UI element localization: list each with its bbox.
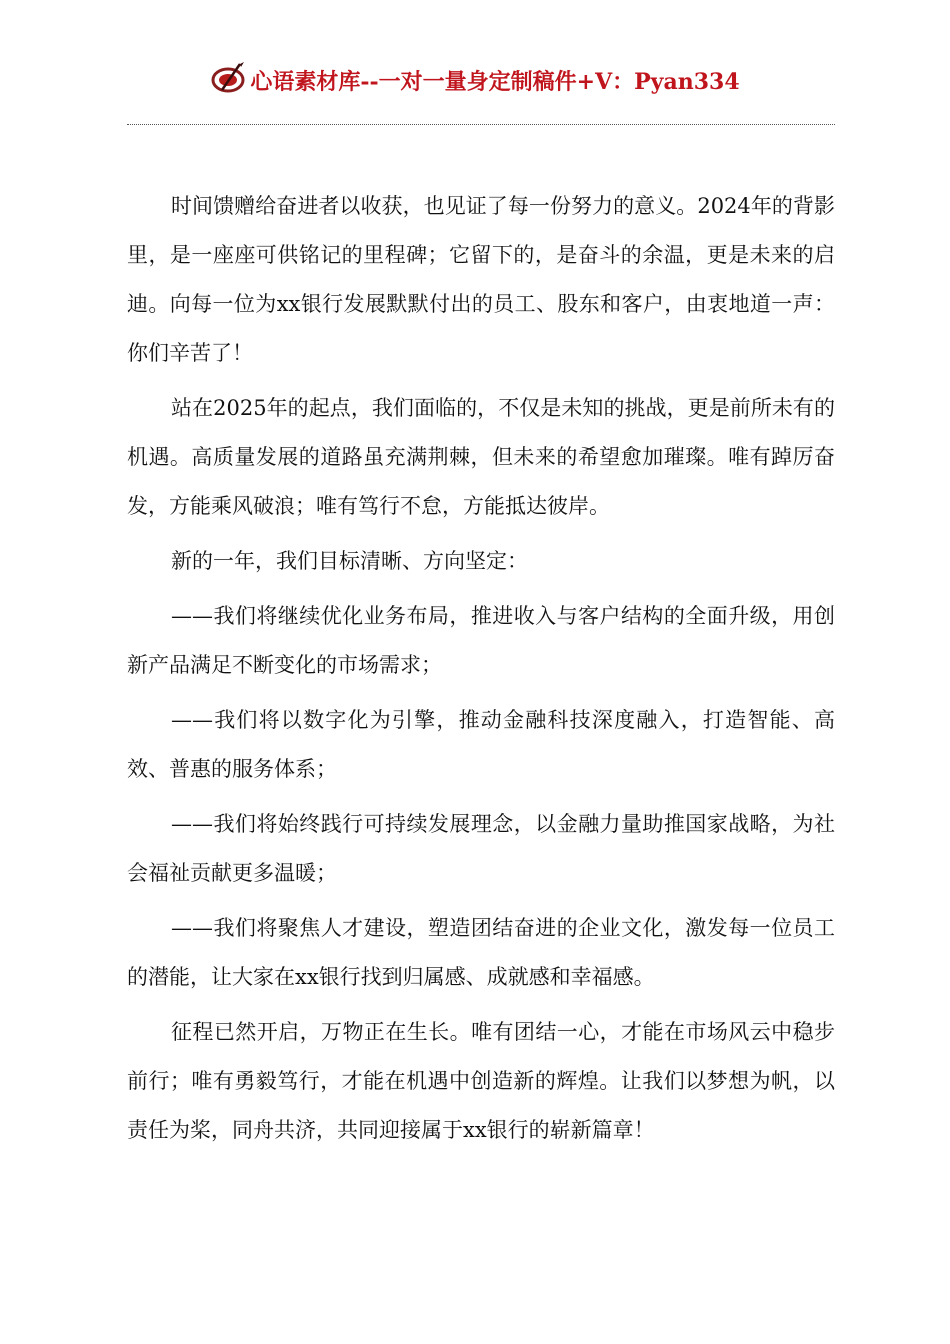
document-body xyxy=(127,182,835,1161)
paragraph: ——我们将以数字化为引擎，推动金融科技深度融入，打造智能、高效、普惠的服务体系； xyxy=(127,708,835,781)
header-title xyxy=(250,65,739,96)
paragraph: ——我们将继续优化业务布局，推进收入与客户结构的全面升级，用创新产品满足不断变化的市场需求； xyxy=(127,604,835,677)
paragraph: 新的一年，我们目标清晰、方向坚定： xyxy=(171,549,528,573)
paragraph: 征程已然开启，万物正在生长。唯有团结一心，才能在市场风云中稳步前行；唯有勇毅笃行，才能在机遇中创造新的辉煌。让我们以梦想为帆，以责任为桨，同舟共济，共同迎接属于xx银行的崭新篇章！ xyxy=(127,1020,835,1142)
quill-logo-icon xyxy=(210,60,248,96)
page-header xyxy=(0,58,950,102)
paragraph: ——我们将聚焦人才建设，塑造团结奋进的企业文化，激发每一位员工的潜能，让大家在xx银行找到归属感、成就感和幸福感。 xyxy=(127,916,835,989)
paragraph: ——我们将始终践行可持续发展理念，以金融力量助推国家战略，为社会福祉贡献更多温暖； xyxy=(127,812,835,885)
header-contact: Pyan334 xyxy=(634,68,740,95)
brand-name: 心语素材库 xyxy=(250,68,361,95)
paragraph: 站在2025年的起点，我们面临的，不仅是未知的挑战，更是前所未有的机遇。高质量发展的道路虽充满荆棘，但未来的希望愈加璀璨。唯有踔厉奋发，方能乘风破浪；唯有笃行不怠，方能抵达彼岸。 xyxy=(127,396,835,518)
header-divider xyxy=(127,124,835,125)
paragraph: 时间馈赠给奋进者以收获，也见证了每一份努力的意义。2024年的背影里，是一座座可供铭记的里程碑；它留下的，是奋斗的余温，更是未来的启迪。向每一位为xx银行发展默默付出的员工、股东和客户，由衷地道一声：你们辛苦了！ xyxy=(127,194,835,365)
header-slogan: --一对一量身定制稿件+V： xyxy=(360,68,635,95)
